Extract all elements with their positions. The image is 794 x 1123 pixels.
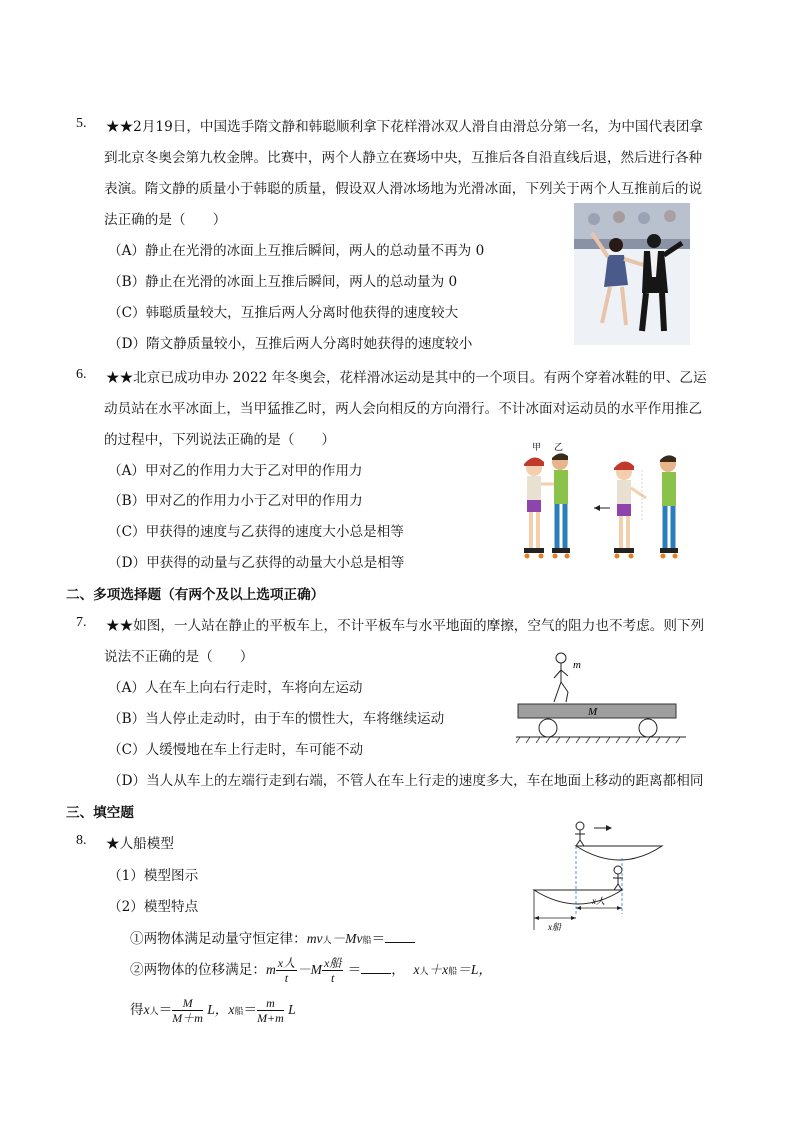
q7-option-b: （B）当人停止走动时，由于车的惯性大，车将继续运动 [108, 711, 445, 727]
q5-line-1: ★★2月19日，中国选手隋文静和韩聪顺利拿下花样滑冰双人滑自由滑总分第一名，为中国代表团拿 [106, 119, 703, 135]
q8-formula-momentum: ①两物体满足动量守恒定律：mv人－Mv船＝ [130, 927, 415, 947]
q5-line-3: 表演。隋文静的质量小于韩聪的质量，假设双人滑冰场地为光滑冰面，下列关于两个人互推前后的说 [104, 181, 703, 197]
section-heading-multiple-choice: 二、多项选择题（有两个及以上选项正确） [66, 587, 325, 603]
cart-person-figure [516, 648, 688, 748]
q7-line-2: 说法不正确的是（ ） [104, 649, 254, 665]
q6-number: 6. [76, 367, 87, 382]
label-M: M [588, 706, 598, 718]
q7-number: 7. [76, 615, 87, 630]
q8-number: 8. [76, 833, 87, 848]
q5-number: 5. [76, 116, 87, 131]
q8-formula-displacement: ②两物体的位移满足：m $\frac{\text{x人}}{t}$ －M $\frac{\text{x船}}{t}$ ＝ ， x人＋x船＝L， [130, 956, 492, 985]
section-heading-fill-in: 三、填空题 [66, 805, 134, 821]
q5-line-2: 到北京冬奥会第九枚金牌。比赛中，两个人静立在赛场中央，互推后各自沿直线后退，然后进行各种 [104, 150, 703, 166]
label-jia: 甲 [532, 442, 542, 452]
label-x-ren: x人 [592, 896, 605, 906]
q8-title: ★人船模型 [106, 836, 174, 852]
q7-option-c: （C）人缓慢地在车上行走时，车可能不动 [108, 742, 364, 758]
q7-option-a: （A）人在车上向右行走时，车将向左运动 [108, 680, 363, 696]
label-x-chuan: x船 [548, 922, 561, 932]
person-boat-figure [528, 818, 668, 934]
q7-line-1: ★★如图，一人站在静止的平板车上，不计平板车与水平地面的摩擦，空气的阻力也不考虑。则下列 [106, 618, 705, 634]
q7-option-d: （D）当人从车上的左端行走到右端，不管人在车上行走的速度多大，车在地面上移动的距离都相同 [108, 773, 704, 789]
label-yi: 乙 [554, 442, 564, 452]
q6-line-1: ★★北京已成功申办 2022 年冬奥会，花样滑冰运动是其中的一个项目。有两个穿着冰鞋的甲、乙运 [106, 370, 707, 386]
q6-option-c: （C）甲获得的速度与乙获得的速度大小总是相等 [108, 524, 404, 540]
blank-2[interactable] [361, 961, 391, 974]
q8-item-1: （1）模型图示 [108, 868, 199, 884]
q6-option-b: （B）甲对乙的作用力小于乙对甲的作用力 [108, 493, 363, 509]
q6-line-2: 动员站在水平冰面上，当甲猛推乙时，两人会向相反的方向滑行。不计冰面对运动员的水平作用推乙 [104, 401, 703, 417]
q6-option-a: （A）甲对乙的作用力大于乙对甲的作用力 [108, 463, 363, 479]
q8-item-2: （2）模型特点 [108, 899, 199, 915]
blank-1[interactable] [385, 930, 415, 943]
skaters-photo [574, 203, 690, 345]
q5-option-a: （A）静止在光滑的冰面上互推后瞬间，两人的总动量不再为 0 [108, 243, 485, 259]
q5-option-d: （D）隋文静质量较小，互推后两人分离时她获得的速度较小 [108, 336, 473, 352]
q5-option-c: （C）韩聪质量较大，互推后两人分离时他获得的速度较大 [108, 305, 459, 321]
skating-push-figure [514, 440, 694, 564]
q5-line-4: 法正确的是（ ） [104, 212, 227, 228]
q6-line-3: 的过程中，下列说法正确的是（ ） [104, 432, 336, 448]
q5-option-b: （B）静止在光滑的冰面上互推后瞬间，两人的总动量为 0 [108, 274, 458, 290]
label-m: m [573, 659, 581, 671]
q8-formula-result: 得x人＝ $\frac{M}{M+m}$ L，x船＝ $\frac{m}{M+m}$ L [130, 996, 296, 1025]
q6-option-d: （D）甲获得的动量与乙获得的动量大小总是相等 [108, 555, 405, 571]
